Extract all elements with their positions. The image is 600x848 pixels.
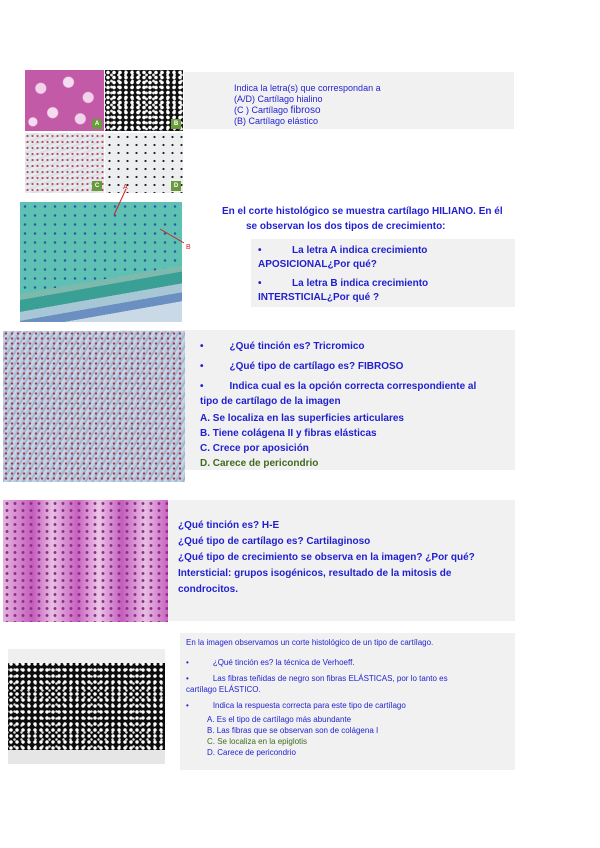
s2-bullet-2: • <box>258 278 262 289</box>
s2-heading-2: se observan los dos tipos de crecimiento: <box>246 221 446 232</box>
s4-answer-cont: condrocitos. <box>178 584 239 595</box>
s5-option-b: B. Las fibras que se observan son de colágena I <box>207 726 379 735</box>
s1-option-fibrous-word: fibroso <box>290 105 321 116</box>
s3-q2-text: ¿Qué tipo de cartílago es? FIBROSO <box>229 361 404 372</box>
s1-instruction: Indica la letra(s) que correspondan a <box>234 83 381 93</box>
micrograph-a-image <box>25 70 104 131</box>
micrograph-d-image <box>105 133 183 193</box>
elastic-cartilage-micrograph <box>8 649 165 764</box>
section3-text <box>200 339 476 471</box>
s5-q2-text: Las fibras teñidas de negro son fibras ELÁSTICAS, por lo tanto es <box>212 674 448 683</box>
marker-b-label: B <box>186 244 191 251</box>
s2-item-a: La letra A indica crecimiento <box>292 245 428 256</box>
s3-option-b: B. Tiene colágena II y fibras elásticas <box>200 428 377 439</box>
s5-q3-text: Indica la respuesta correcta para este tipo de cartílago <box>212 701 406 710</box>
arrow-a-line <box>114 189 126 215</box>
s5-bullet-1: • <box>186 658 189 667</box>
fibrous-cartilage-micrograph <box>3 331 185 482</box>
s5-q2-cont: cartílago ELÁSTICO. <box>186 685 261 694</box>
s5-q3 <box>186 700 448 711</box>
label-a-badge: A <box>92 119 102 129</box>
hyaline-he-micrograph <box>3 500 168 622</box>
s5-intro: En la imagen observamos un corte histológico de un tipo de cartílago. <box>186 638 434 647</box>
s3-bullet-1: • <box>200 341 204 352</box>
s3-option-d: D. Carece de pericondrio <box>200 458 319 469</box>
s5-option-c: C. Se localiza en la epiglotis <box>207 737 308 746</box>
s1-option-fibrous <box>234 105 381 116</box>
s5-q1 <box>186 657 448 668</box>
s3-q1-text: ¿Qué tinción es? Tricromico <box>229 341 365 352</box>
s5-bullet-3: • <box>186 701 189 710</box>
section5-text <box>186 637 448 758</box>
s2-item-b-cont: INTERSTICIAL¿Por qué ? <box>258 292 380 303</box>
s3-option-a: A. Se localiza en las superficies articulares <box>200 413 404 424</box>
s5-option-a: A. Es el tipo de cartílago más abundante <box>207 715 352 724</box>
s2-heading-1: En el corte histológico se muestra cartílago HILIANO. En él <box>222 206 503 217</box>
s4-q2: ¿Qué tipo de cartílago es? Cartilaginoso <box>178 536 371 547</box>
s3-q3-cont: tipo de cartílago de la imagen <box>200 396 341 407</box>
s3-q3 <box>200 379 476 394</box>
label-c-badge: C <box>92 181 102 191</box>
s4-q1: ¿Qué tinción es? H-E <box>178 520 280 531</box>
s4-q3: ¿Qué tipo de crecimiento se observa en la imagen? ¿Por qué? <box>178 552 475 563</box>
s3-bullet-3: • <box>200 381 204 392</box>
marker-a-label: A <box>123 184 128 191</box>
section1-text <box>234 83 381 127</box>
micrograph-c-image <box>25 133 104 193</box>
s1-option-hyaline: (A/D) Cartílago hialino <box>234 94 323 104</box>
s5-option-d: D. Carece de pericondrio <box>207 748 296 757</box>
s4-answer: Intersticial: grupos isogénicos, resultado de la mitosis de <box>178 568 452 579</box>
micrograph-b-image <box>105 70 183 131</box>
s1-option-fibrous-prefix: (C ) Cartílago <box>234 105 289 115</box>
arrow-b-line <box>160 229 184 243</box>
s3-bullet-2: • <box>200 361 204 372</box>
s5-q2 <box>186 673 448 684</box>
s2-item-a-cont: APOSICIONAL¿Por qué? <box>258 259 377 270</box>
s5-q1-text: ¿Qué tinción es? la técnica de Verhoeff. <box>212 658 355 667</box>
s3-q2 <box>200 359 476 374</box>
s3-q3-text: Indica cual es la opción correcta correspondiente al <box>229 381 477 392</box>
s5-bullet-2: • <box>186 674 189 683</box>
s3-q1 <box>200 339 476 354</box>
s3-option-c: C. Crece por aposición <box>200 443 309 454</box>
s2-bullet-1: • <box>258 245 262 256</box>
s2-item-b: La letra B indica crecimiento <box>292 278 429 289</box>
section4-text <box>178 519 475 597</box>
label-d-badge: D <box>171 181 181 191</box>
label-b-badge: B <box>171 119 181 129</box>
s1-option-elastic: (B) Cartílago elástico <box>234 116 319 126</box>
